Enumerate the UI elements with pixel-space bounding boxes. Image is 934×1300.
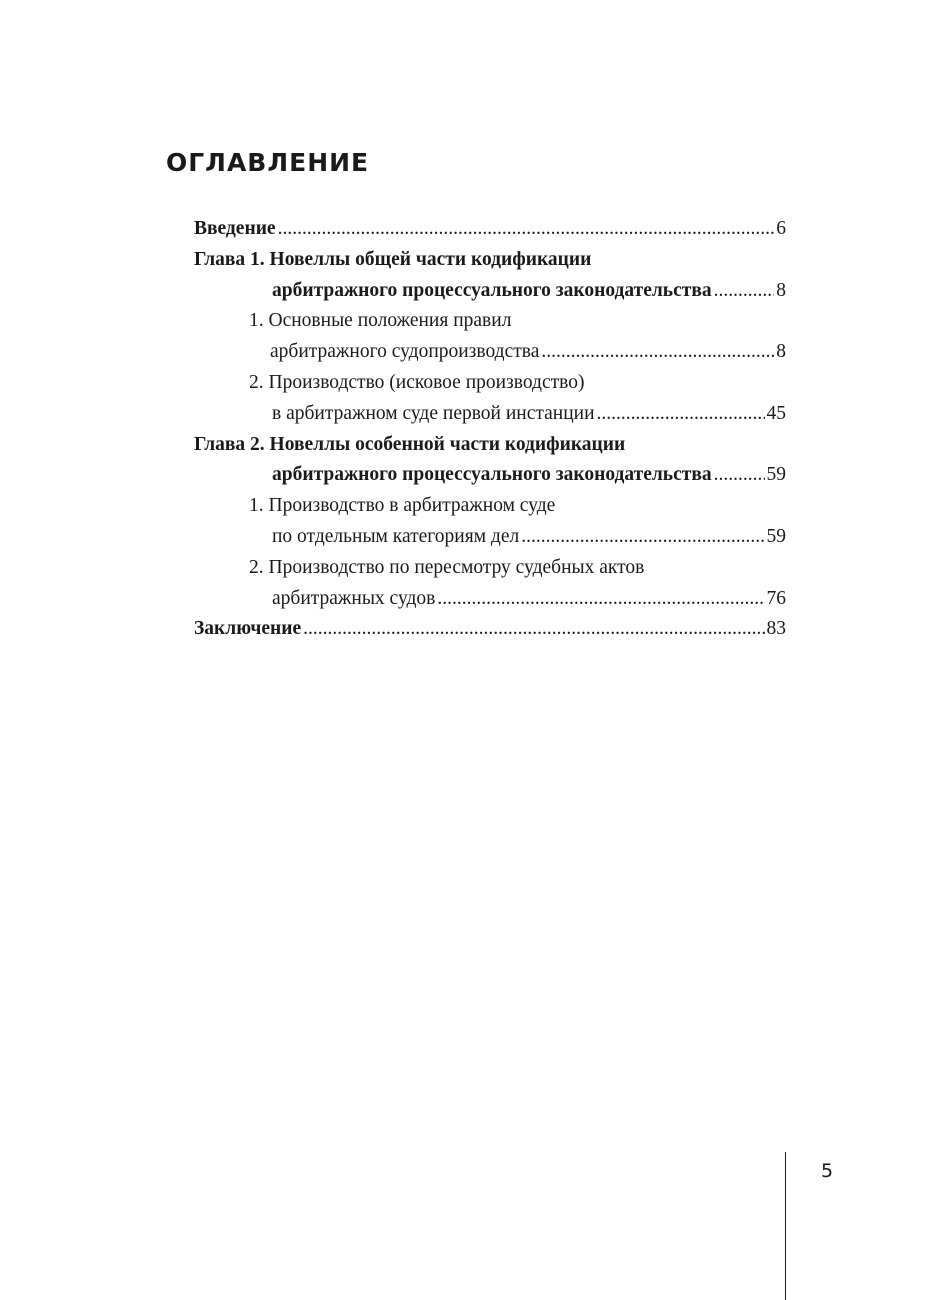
table-of-contents: [194, 214, 786, 645]
toc-page-number: 76: [766, 587, 786, 609]
toc-entry-section-1-2[interactable]: [194, 368, 786, 399]
toc-entry-title: Заключение: [194, 618, 302, 640]
toc-entry-section-1-1-cont[interactable]: [194, 337, 786, 368]
toc-page-number: 8: [776, 279, 786, 301]
toc-entry-chapter-2[interactable]: [194, 430, 786, 461]
toc-page-number: 6: [776, 218, 786, 239]
toc-entry-intro[interactable]: [194, 214, 786, 245]
dot-leader: [541, 337, 774, 368]
page-number-divider: [785, 1152, 786, 1300]
toc-page-number: 59: [766, 525, 786, 547]
toc-entry-title-cont: по отдельным категориям дел: [272, 525, 520, 547]
toc-entry-title: 1. Производство в арбитражном суде: [249, 495, 556, 517]
toc-entry-title-cont: арбитражного процессуального законодательства: [272, 279, 712, 301]
dot-leader: [303, 614, 764, 645]
toc-entry-chapter-1[interactable]: [194, 245, 786, 276]
dot-leader: [521, 522, 764, 553]
dot-leader: [714, 276, 775, 307]
toc-entry-section-2-1-cont[interactable]: [194, 522, 786, 553]
toc-entry-title: Глава 1. Новеллы общей части кодификации: [194, 248, 592, 270]
toc-entry-section-2-2-cont[interactable]: [194, 584, 786, 615]
dot-leader: [278, 214, 775, 245]
toc-entry-section-1-1[interactable]: [194, 306, 786, 337]
toc-entry-title-cont: в арбитражном суде первой инстанции: [272, 402, 595, 424]
toc-page-number: 59: [766, 464, 786, 486]
dot-leader: [597, 399, 765, 430]
toc-entry-title-cont: арбитражных судов: [272, 587, 436, 609]
toc-page-number: 8: [776, 341, 786, 363]
dot-leader: [714, 460, 765, 491]
toc-entry-title-cont: арбитражного судопроизводства: [270, 341, 540, 363]
toc-entry-chapter-2-cont[interactable]: [194, 460, 786, 491]
dot-leader: [437, 584, 764, 615]
page-title: ОГЛАВЛЕНИЕ: [166, 148, 370, 177]
toc-entry-section-2-1[interactable]: [194, 491, 786, 522]
toc-entry-title: 1. Основные положения правил: [249, 310, 512, 332]
toc-entry-section-1-2-cont[interactable]: [194, 399, 786, 430]
toc-entry-conclusion[interactable]: [194, 614, 786, 645]
toc-entry-title: Введение: [194, 218, 276, 239]
toc-entry-title-cont: арбитражного процессуального законодательства: [272, 464, 712, 486]
toc-page-number: 83: [766, 618, 786, 640]
toc-entry-chapter-1-cont[interactable]: [194, 276, 786, 307]
toc-entry-title: 2. Производство по пересмотру судебных актов: [249, 556, 645, 578]
page-number: 5: [821, 1160, 834, 1182]
toc-entry-title: 2. Производство (исковое производство): [249, 371, 585, 393]
toc-entry-title: Глава 2. Новеллы особенной части кодификации: [194, 433, 626, 455]
toc-page-number: 45: [766, 402, 786, 424]
toc-entry-section-2-2[interactable]: [194, 553, 786, 584]
